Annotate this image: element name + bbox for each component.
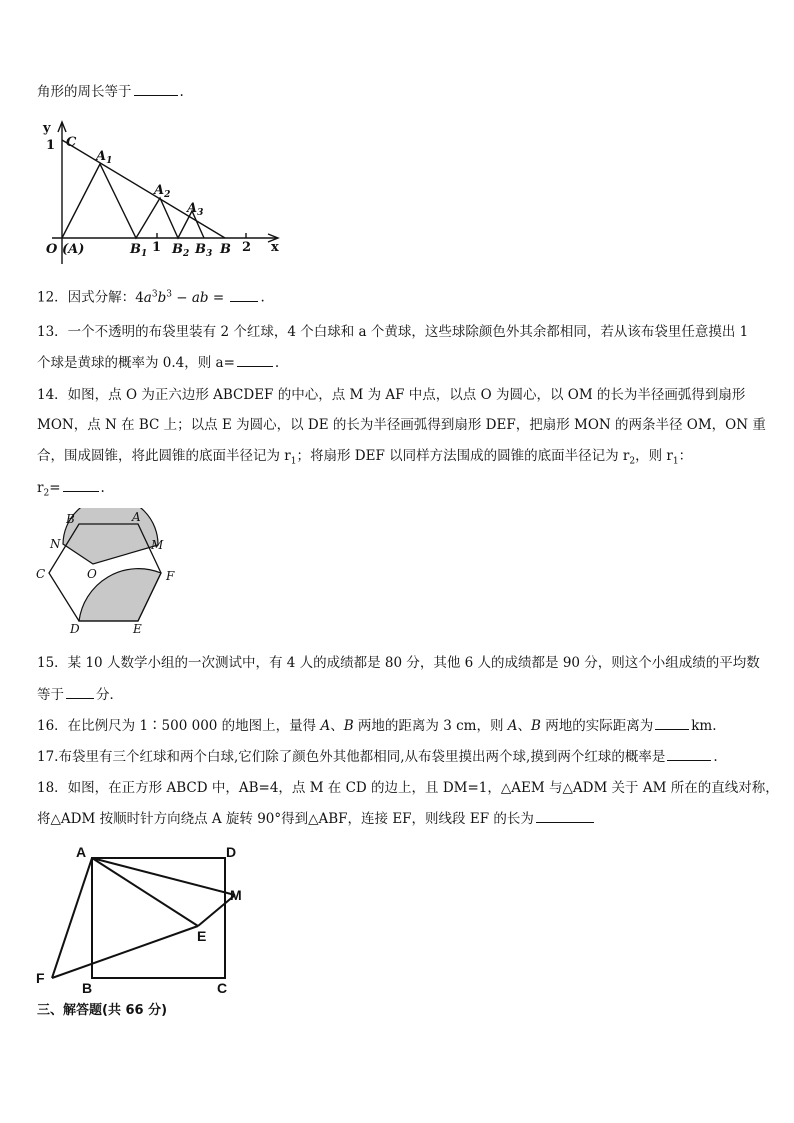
label-A3: $A_3$	[187, 201, 204, 218]
hex-label-A: A	[132, 510, 141, 524]
hex-label-D: D	[70, 622, 80, 636]
hex-label-O: O	[87, 567, 97, 581]
answer-blank[interactable]	[655, 717, 689, 730]
answer-blank[interactable]	[134, 83, 178, 96]
label-tick2: 2	[242, 240, 252, 255]
q14-line4: $r_2=$ .	[37, 480, 105, 499]
q13-line1: 13．一个不透明的布袋里装有 2 个红球，4 个白球和 a 个黄球，这些球除颜色外其余都相同，若从该布袋里任意摸出 1	[37, 324, 749, 340]
q18-line2: 将△ADM 按顺时针方向绕点 A 旋转 90°得到△ABF，连接 EF，则线段 EF 的长为	[37, 810, 596, 828]
hex-label-F: F	[166, 569, 175, 583]
sq-label-D: D	[226, 844, 237, 860]
label-C: C	[66, 135, 77, 150]
segment-AM	[92, 858, 235, 895]
segment-AE	[92, 858, 198, 926]
figure-hexagon-sectors	[32, 508, 182, 638]
q15-line1: 15．某 10 人数学小组的一次测试中，有 4 人的成绩都是 80 分，其他 6 人的成绩都是 90 分，则这个小组成绩的平均数	[37, 655, 760, 671]
hex-label-C: C	[36, 567, 46, 581]
q12: 12．因式分解：$4a^3b^3$ − ab = .	[37, 289, 265, 306]
label-B1: $B_1$	[130, 242, 148, 259]
sq-label-E: E	[197, 928, 207, 944]
q14-line3: 合，围成圆锥，将此圆锥的底面半径记为 $r_1$；将扇形 DEF 以同样方法围成的圆锥的底面半径记为 $r_2$，则 $r_1$：	[37, 448, 693, 467]
answer-blank[interactable]	[230, 289, 258, 302]
answer-blank[interactable]	[536, 810, 594, 823]
q15-line2: 等于 分．	[37, 687, 123, 703]
q13-line2: 个球是黄球的概率为 0.4，则 a= .	[37, 355, 280, 371]
label-y: y	[43, 121, 51, 136]
label-B3: $B_3$	[195, 242, 213, 259]
hex-label-M: M	[151, 538, 164, 552]
sq-label-F: F	[36, 970, 45, 986]
figure-coordinate-triangles	[40, 116, 290, 266]
q14-line1: 14．如图，点 O 为正六边形 ABCDEF 的中心，点 M 为 AF 中点，以点 O 为圆心，以 OM 的长为半径画弧得到扇形	[37, 387, 746, 403]
hex-label-B: B	[66, 512, 75, 526]
q14-line2: MON，点 N 在 BC 上；以点 E 为圆心，以 DE 的长为半径画弧得到扇形 DEF，把扇形 MON 的两条半径 OM，ON 重	[37, 417, 766, 433]
q17: 17.布袋里有三个红球和两个白球,它们除了颜色外其他都相同,从布袋里摸出两个球,摸到两个红球的概率是 .	[37, 749, 718, 765]
label-1: 1	[46, 138, 56, 153]
label-B: B	[220, 242, 231, 257]
label-O: O	[46, 242, 58, 257]
q16: 16．在比例尺为 1∶500 000 的地图上，量得 A、B 两地的距离为 3 cm，则 A、B 两地的实际距离为 km.	[37, 718, 717, 734]
q11-tail: 角形的周长等于 .	[37, 84, 184, 100]
hex-label-E: E	[133, 622, 142, 636]
label-A1: $A_1$	[96, 149, 113, 166]
segment-AF	[52, 858, 92, 978]
answer-blank[interactable]	[237, 354, 273, 367]
sq-label-B: B	[82, 980, 93, 996]
section-heading-3: 三、解答题(共 66 分)	[37, 1003, 168, 1018]
label-x: x	[271, 240, 279, 255]
label-A-paren: (A)	[62, 242, 85, 257]
label-A2: $A_2$	[154, 183, 171, 200]
segment-EF	[52, 926, 198, 978]
answer-blank[interactable]	[66, 686, 94, 699]
sq-label-A: A	[76, 844, 87, 860]
zigzag-triangles	[62, 164, 204, 238]
q12-expression: $4a^3b^3$ − ab =	[135, 289, 229, 306]
q18-line1: 18．如图，在正方形 ABCD 中，AB=4，点 M 在 CD 的边上，且 DM=1，△AEM 与△ADM 关于 AM 所在的直线对称，	[37, 780, 779, 796]
answer-blank[interactable]	[667, 748, 711, 761]
figure-square-ABCD	[30, 838, 260, 998]
hex-label-N: N	[50, 537, 61, 551]
label-tick1: 1	[152, 240, 162, 255]
sq-label-M: M	[230, 887, 242, 903]
sq-label-C: C	[217, 980, 228, 996]
label-B2: $B_2$	[172, 242, 190, 259]
answer-blank[interactable]	[63, 479, 99, 492]
